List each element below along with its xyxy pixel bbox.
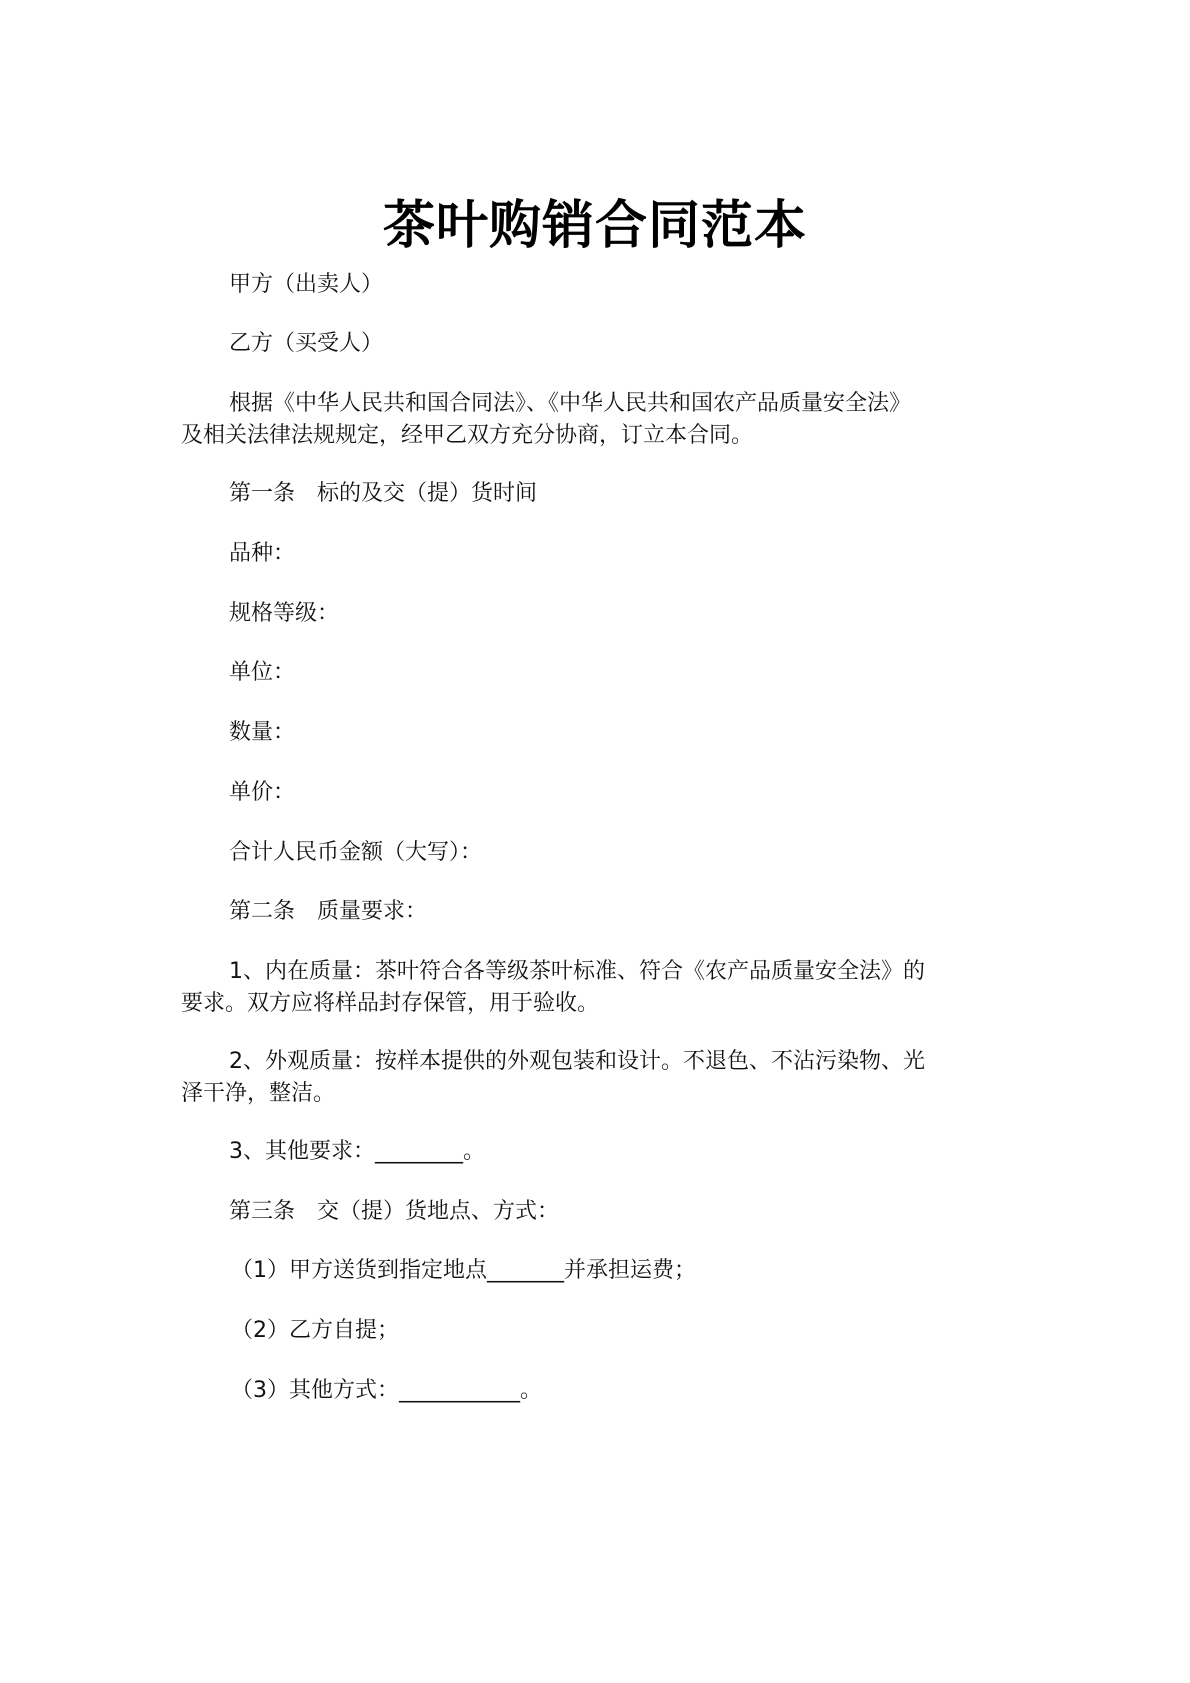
article-3-heading: 第三条 交（提）货地点、方式： bbox=[229, 1199, 560, 1224]
delivery-option-1: （1）甲方送货到指定地点_______并承担运费； bbox=[231, 1258, 696, 1283]
party-b-line: 乙方（买受人） bbox=[229, 331, 384, 356]
quantity-field: 数量： bbox=[229, 720, 296, 745]
unit-price-field: 单价： bbox=[229, 780, 296, 805]
delivery-option-3: （3）其他方式：___________。 bbox=[231, 1378, 542, 1403]
unit-field: 单位： bbox=[229, 660, 296, 685]
variety-field: 品种： bbox=[229, 541, 296, 566]
preamble-line-1: 根据《中华人民共和国合同法》、《中华人民共和国农产品质量安全法》 bbox=[229, 391, 912, 416]
quality-2-line-2: 泽干净，整洁。 bbox=[181, 1081, 336, 1106]
total-amount-field: 合计人民币金额（大写）： bbox=[229, 840, 483, 865]
quality-2-line-1: 2、外观质量：按样本提供的外观包装和设计。不退色、不沾污染物、光 bbox=[229, 1049, 925, 1074]
party-a-line: 甲方（出卖人） bbox=[229, 272, 384, 297]
delivery-option-2: （2）乙方自提； bbox=[231, 1318, 399, 1343]
quality-3-line: 3、其他要求：________。 bbox=[229, 1139, 485, 1164]
preamble-line-2: 及相关法律法规规定，经甲乙双方充分协商，订立本合同。 bbox=[181, 423, 754, 448]
quality-1-line-1: 1、内在质量：茶叶符合各等级茶叶标准、符合《农产品质量安全法》的 bbox=[229, 959, 925, 984]
grade-field: 规格等级： bbox=[229, 601, 340, 626]
article-1-heading: 第一条 标的及交（提）货时间 bbox=[229, 481, 538, 506]
document-title: 茶叶购销合同范本 bbox=[382, 196, 807, 256]
quality-1-line-2: 要求。双方应将样品封存保管，用于验收。 bbox=[181, 991, 600, 1016]
article-2-heading: 第二条 质量要求： bbox=[229, 899, 428, 924]
